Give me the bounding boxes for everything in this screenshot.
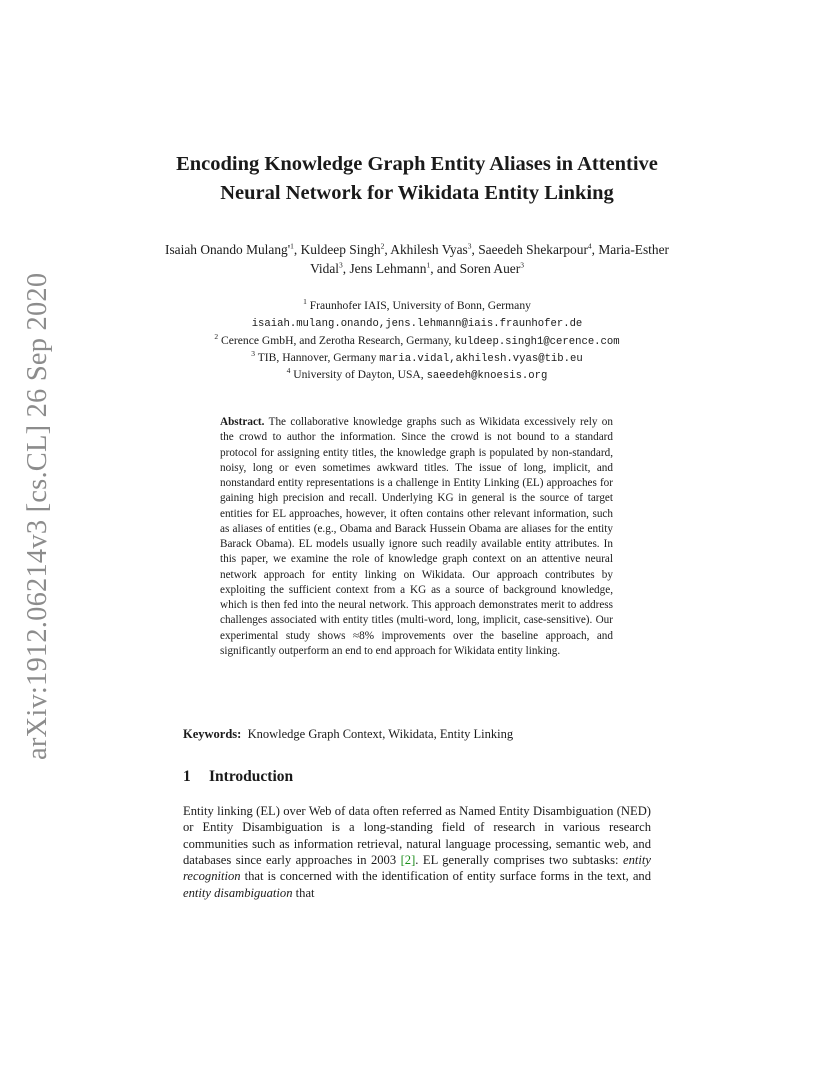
abstract-label: Abstract.: [220, 416, 265, 428]
author-name: Isaiah Onando Mulang': [165, 242, 291, 257]
intro-text: that is concerned with the identification of entity surface forms in the text, and: [240, 869, 651, 884]
affiliation-text: University of Dayton, USA,: [290, 368, 427, 382]
affiliation-line: [150, 333, 684, 350]
affiliation-marker: 3: [339, 260, 343, 270]
abstract-text: The collaborative knowledge graphs such as Wikidata excessively rely on the crowd to author the information. Since the crowd is not bound to a standard protocol for assigning entity titles, the knowledge graph is populated by non-standard, noisy, long or even sometimes awkward titles. The issue of long, implicit, and nonstandard entity representations is a challenge in Entity Linking (EL) approaches for gaining high precision and recall. Underlying KG in general is the source of target entities for EL approaches, however, it often contains other relevant information, such as aliases of entities (e.g., Obama and Barack Hussein Obama are aliases for the entity Barack Obama). EL models usually ignore such readily available entity attributes. In this paper, we examine the role of knowledge graph context on an attentive neural network approach for entity linking on Wikidata. Our approach contributes by exploiting the sufficient context from a KG as a source of background knowledge, which is then fed into the neural network. This approach demonstrates merit to address challenges associated with entity titles (multi-word, long, implicit, case-sensitive). Our experimental study shows ≈8% improvements over the baseline approach, and significantly outperform an end to end approach for Wikidata entity linking.: [220, 416, 613, 657]
intro-text: Entity linking (EL) over Web of data often referred as Named Entity Disambiguation (NED) or Entity Disambiguation is a long-standing field of research in various research communities such as information retrieval, natural language processing, semantic web, and databases since early approaches in 2003: [183, 804, 651, 868]
affiliation-line: [150, 298, 684, 315]
paper-title: Encoding Knowledge Graph Entity Aliases in Attentive Neural Network for Wikidata Entity Linking: [176, 153, 658, 204]
intro-emphasis: entity recognition: [183, 853, 651, 884]
section-heading-introduction: [183, 766, 293, 788]
intro-text: that: [292, 885, 315, 900]
affiliation-marker: 2: [214, 331, 219, 341]
affiliation-marker: 1: [426, 260, 431, 270]
affiliation-marker: 2: [380, 241, 385, 251]
affiliation-marker: 4: [587, 241, 592, 251]
affiliation-email: saeedeh@knoesis.org: [426, 370, 548, 383]
introduction-paragraph: [183, 803, 651, 901]
affiliation-email: isaiah.mulang.onando,jens.lehmann@iais.fraunhofer.de: [251, 318, 583, 331]
affiliation-line: [150, 367, 684, 384]
keywords-text: Knowledge Graph Context, Wikidata, Entity Linking: [247, 727, 514, 741]
abstract: [220, 415, 613, 659]
author-name: , Jens Lehmann: [342, 260, 427, 276]
affiliation-marker: 3: [467, 241, 472, 251]
author-name: , Saeedeh Shekarpour: [471, 242, 588, 257]
author-name: , Akhilesh Vyas: [384, 242, 468, 257]
author-list: [150, 241, 684, 278]
keywords-label: Keywords:: [183, 727, 242, 741]
intro-text: . EL generally comprises two subtasks:: [415, 853, 623, 868]
affiliation-email: maria.vidal,akhilesh.vyas@tib.eu: [379, 352, 583, 365]
keywords: [183, 725, 653, 743]
affiliation-marker: 3: [520, 260, 524, 270]
affiliation-text: Fraunhofer IAIS, University of Bonn, Germany: [306, 299, 531, 312]
affiliation-email: kuldeep.singh1@cerence.com: [454, 335, 620, 348]
affiliation-marker: 1: [290, 241, 294, 251]
affiliation-marker: 4: [286, 366, 291, 376]
affiliation-text: TIB, Hannover, Germany: [255, 350, 380, 364]
section-number: 1: [183, 768, 191, 785]
affiliation-marker: 1: [303, 297, 307, 307]
author-name: , Kuldeep Singh: [293, 242, 381, 257]
section-title: Introduction: [209, 768, 294, 785]
citation-link[interactable]: [2]: [400, 853, 416, 868]
affiliation-text: Cerence GmbH, and Zerotha Research, Germany,: [218, 333, 455, 347]
affiliation-line: [150, 315, 684, 332]
intro-emphasis: entity disambiguation: [183, 885, 293, 900]
author-name: , Maria-Esther Vidal: [310, 242, 669, 276]
affiliation-list: [150, 298, 684, 384]
author-name: , and Soren Auer: [430, 260, 521, 276]
affiliation-line: [150, 350, 684, 367]
affiliation-marker: 3: [251, 349, 256, 359]
arxiv-identifier-stamp: arXiv:1912.06214v3 [cs.CL] 26 Sep 2020: [22, 272, 53, 760]
